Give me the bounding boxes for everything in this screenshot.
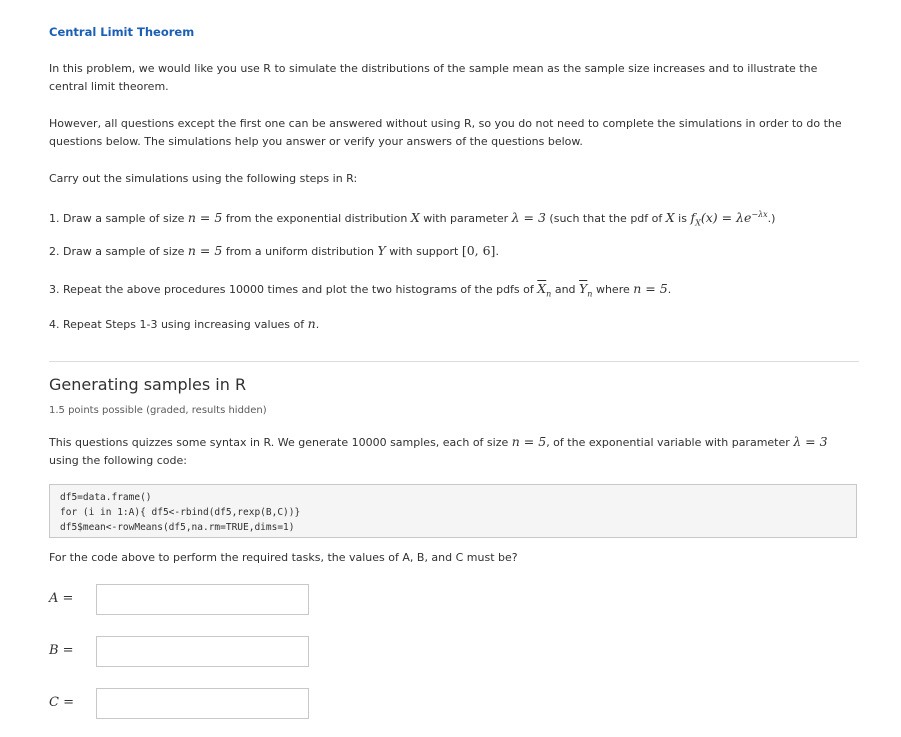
code-block (49, 484, 857, 538)
step-1-x2: X (665, 210, 675, 226)
step-3-and: and (554, 283, 576, 296)
carry-paragraph: Carry out the simulations using the following steps in R: (49, 172, 358, 185)
step-1-text-d: (such that the pdf of (549, 212, 663, 226)
step-1-text-b: from the exponential distribution (225, 212, 408, 226)
code-line-1: df5=data.frame() (60, 492, 152, 503)
question-paragraph (49, 433, 854, 470)
step-4-text-b: . (315, 318, 320, 331)
xbar-sub: n (546, 289, 552, 299)
intro-paragraph: In this problem, we would like you use R to simulate the distributions of the sample mean as the sample size increases and to illustrate the central limit theorem. (49, 62, 818, 93)
code-line-2: for (i in 1:A){ df5<-rbind(df5,rexp(B,C))} (60, 507, 301, 518)
section-divider (49, 361, 859, 362)
step-2-text-b: from a uniform distribution (225, 245, 374, 258)
step-3-n: n = 5 (633, 281, 668, 296)
question-n: n = 5 (511, 434, 547, 449)
step-3-ybar (579, 281, 593, 299)
pdf-rest: (x) = λe (700, 210, 752, 226)
question-text-b: , of the exponential variable with parameter (546, 436, 790, 449)
step-2-y: Y (377, 243, 386, 258)
question-lambda: λ = 3 (793, 434, 828, 449)
pdf-f: f (690, 210, 696, 226)
label-b (49, 643, 89, 658)
step-2-support: [0, 6] (461, 243, 496, 258)
answer-a-input[interactable] (96, 584, 309, 615)
step-1-text: 1. Draw a sample of size (49, 212, 185, 226)
step-1-pdf (690, 210, 768, 228)
step-2-text-c: with support (389, 245, 459, 258)
step-3 (49, 280, 854, 304)
step-2-text-d: . (495, 245, 499, 258)
pdf-sup: −λx (751, 210, 768, 219)
step-1-text-c: with parameter (423, 212, 509, 226)
label-b-text: B = (49, 643, 74, 658)
answer-c-input[interactable] (96, 688, 309, 719)
answer-b-input[interactable] (96, 636, 309, 667)
step-3-text-c: . (667, 283, 672, 296)
step-4-n: n (307, 316, 316, 331)
step-3-where: where (595, 283, 630, 296)
code-line-3: df5$mean<-rowMeans(df5,na.rm=TRUE,dims=1) (60, 522, 295, 533)
label-c (49, 695, 89, 710)
step-1-text-e: is (678, 212, 687, 226)
step-4-text: 4. Repeat Steps 1-3 using increasing values of (49, 318, 305, 331)
ybar-sub: n (587, 289, 593, 299)
step-1-n: n = 5 (187, 210, 223, 226)
step-1-text-f: .) (767, 212, 776, 226)
ybar-y: $\overline{Y}$ (579, 281, 588, 296)
xbar-x: $\overline{X}$ (537, 281, 547, 296)
step-1 (49, 206, 854, 233)
label-a (49, 591, 89, 606)
step-2 (49, 242, 854, 261)
question-text-c: using the following code: (49, 454, 187, 467)
however-paragraph: However, all questions except the first one can be answered without using R, so you do not need to complete the simulations in order to do the questions below. The simulations help you answer or verify your answers of the questions below. (49, 117, 842, 148)
step-3-xbar (537, 281, 552, 299)
step-2-n: n = 5 (187, 243, 223, 258)
step-1-x: X (410, 210, 420, 226)
step-3-text: 3. Repeat the above procedures 10000 times and plot the two histograms of the pdfs of (49, 283, 534, 296)
step-2-text: 2. Draw a sample of size (49, 245, 185, 258)
step-4 (49, 315, 854, 334)
question-text: This questions quizzes some syntax in R. We generate 10000 samples, each of size (49, 436, 509, 449)
step-1-lambda: λ = 3 (511, 210, 546, 226)
problem-title: Central Limit Theorem (49, 25, 195, 39)
label-a-text: A = (49, 591, 74, 606)
points-info: 1.5 points possible (graded, results hidden) (49, 405, 267, 416)
section-heading: Generating samples in R (49, 375, 247, 394)
prompt-text: For the code above to perform the required tasks, the values of A, B, and C must be? (49, 551, 518, 564)
label-c-text: C = (49, 695, 74, 710)
pdf-sub: X (695, 218, 701, 228)
